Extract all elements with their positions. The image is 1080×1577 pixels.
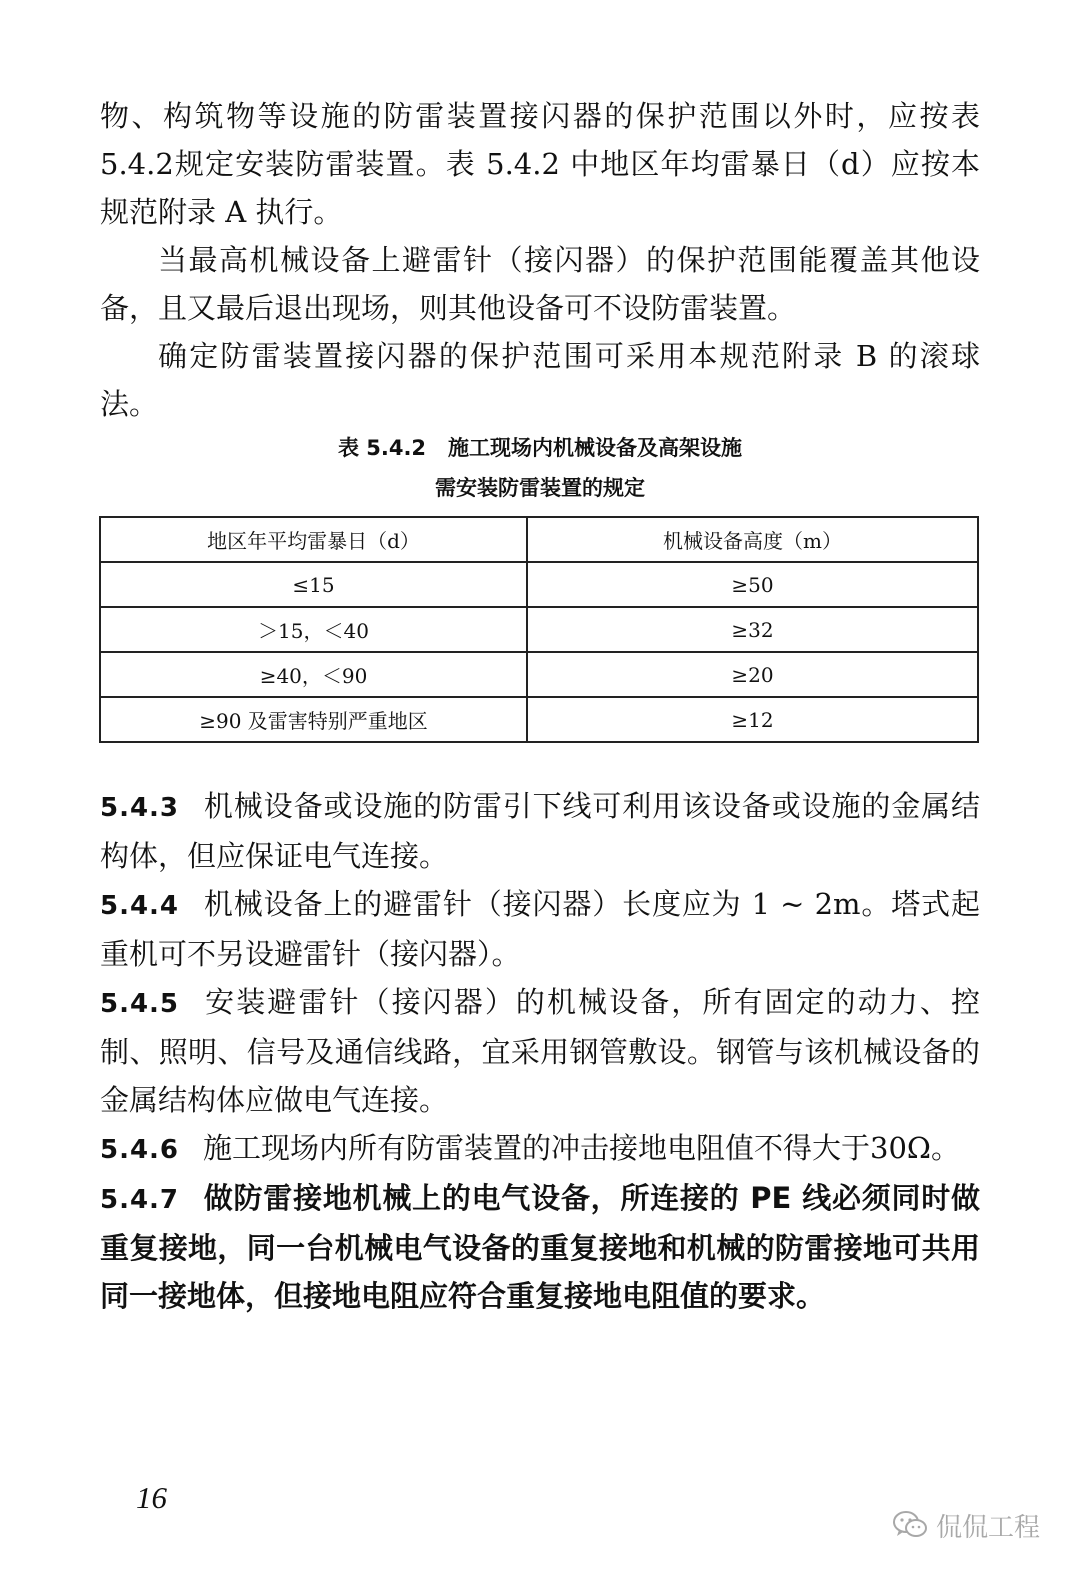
clause-5-4-5 bbox=[100, 978, 980, 1124]
table-title-line1: 施工现场内机械设备及高架设施 bbox=[448, 436, 743, 460]
cell-equipment-height: ≥20 bbox=[527, 652, 978, 697]
lightning-protection-table bbox=[99, 516, 979, 743]
clause-text: 机械设备或设施的防雷引下线可利用该设备或设施的金属结构体，但应保证电气连接。 bbox=[100, 789, 980, 873]
cell-thunderstorm-days: ≤15 bbox=[100, 562, 527, 607]
table-row bbox=[100, 697, 978, 742]
clause-5-4-4 bbox=[100, 880, 980, 978]
table-number: 表 5.4.2 bbox=[337, 436, 427, 460]
wechat-icon bbox=[892, 1510, 928, 1540]
cell-thunderstorm-days: ≥40，＜90 bbox=[100, 652, 527, 697]
paragraph-lightning-rod-coverage: 当最高机械设备上避雷针（接闪器）的保护范围能覆盖其他设备，且又最后退出现场，则其他设备可不设防雷装置。 bbox=[100, 243, 980, 325]
table-row bbox=[100, 607, 978, 652]
watermark bbox=[892, 1505, 1040, 1545]
table-caption-line1 bbox=[100, 428, 980, 468]
clauses-text bbox=[100, 782, 980, 1320]
clause-number: 5.4.7 bbox=[100, 1185, 180, 1215]
cell-equipment-height: ≥50 bbox=[527, 562, 978, 607]
clause-5-4-3 bbox=[100, 782, 980, 880]
cell-thunderstorm-days: ≥90 及雷害特别严重地区 bbox=[100, 697, 527, 742]
table-header-row bbox=[100, 517, 978, 562]
header-thunderstorm-days: 地区年平均雷暴日（d） bbox=[100, 517, 527, 562]
paragraph-continuation: 物、构筑物等设施的防雷装置接闪器的保护范围以外时，应按表 5.4.2规定安装防雷装置。表 5.4.2 中地区年均雷暴日（d）应按本规范附录 A 执行。 bbox=[100, 99, 980, 229]
table-row bbox=[100, 562, 978, 607]
clause-number: 5.4.6 bbox=[100, 1135, 180, 1165]
watermark-text: 侃侃工程 bbox=[936, 1512, 1041, 1543]
header-equipment-height: 机械设备高度（m） bbox=[527, 517, 978, 562]
clause-5-4-7 bbox=[100, 1174, 980, 1320]
table-row bbox=[100, 652, 978, 697]
cell-thunderstorm-days: ＞15，＜40 bbox=[100, 607, 527, 652]
clause-number: 5.4.4 bbox=[100, 891, 180, 921]
clause-text: 安装避雷针（接闪器）的机械设备，所有固定的动力、控制、照明、信号及通信线路，宜采用钢管敷设。钢管与该机械设备的金属结构体应做电气连接。 bbox=[100, 985, 980, 1117]
clause-number: 5.4.3 bbox=[100, 793, 180, 823]
page-number: 16 bbox=[136, 1480, 167, 1515]
cell-equipment-height: ≥12 bbox=[527, 697, 978, 742]
clause-text: 机械设备上的避雷针（接闪器）长度应为 1 ~ 2m。塔式起重机可不另设避雷针（接闪器）。 bbox=[100, 887, 980, 971]
table-title-line2: 需安装防雷装置的规定 bbox=[435, 476, 645, 500]
clause-number: 5.4.5 bbox=[100, 989, 180, 1019]
clause-text: 做防雷接地机械上的电气设备，所连接的 PE 线必须同时做重复接地，同一台机械电气设备的重复接地和机械的防雷接地可共用同一接地体，但接地电阻应符合重复接地电阻值的要求。 bbox=[100, 1181, 980, 1313]
table-caption bbox=[100, 428, 980, 508]
clause-5-4-6 bbox=[100, 1124, 980, 1174]
paragraph-rolling-sphere: 确定防雷装置接闪器的保护范围可采用本规范附录 B 的滚球法。 bbox=[100, 339, 980, 421]
cell-equipment-height: ≥32 bbox=[527, 607, 978, 652]
clause-text: 施工现场内所有防雷装置的冲击接地电阻值不得大于30Ω。 bbox=[203, 1131, 960, 1165]
intro-text bbox=[100, 92, 980, 428]
